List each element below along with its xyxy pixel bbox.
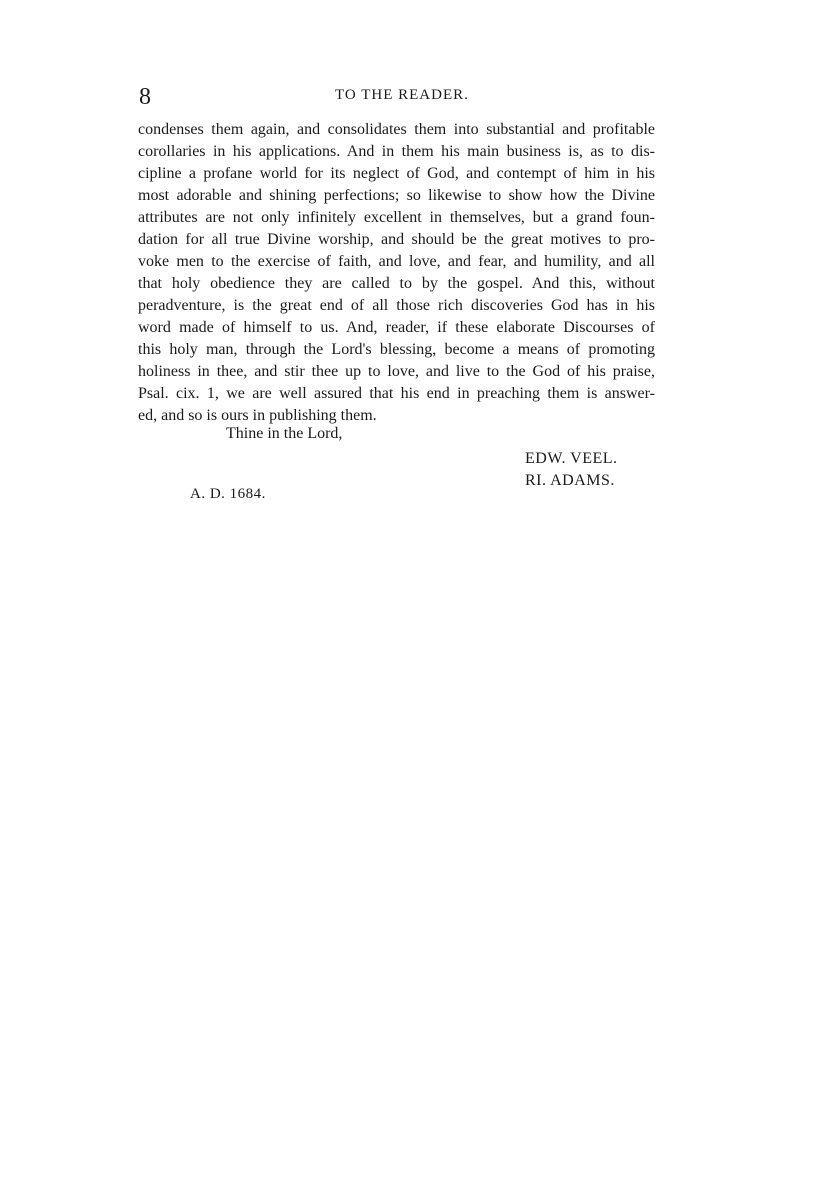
closing-salutation: Thine in the Lord,	[226, 425, 343, 442]
text-line: condenses them again, and consolidates them into substantial and profitable	[138, 121, 655, 138]
text-line: voke men to the exercise of faith, and love, and fear, and humility, and all	[138, 253, 655, 270]
body-paragraph	[138, 119, 655, 427]
signatures	[525, 448, 618, 492]
text-line: most adorable and shining perfections; so likewise to show how the Divine	[138, 187, 655, 204]
text-line: this holy man, through the Lord's blessing, become a means of promoting	[138, 341, 655, 358]
page-number: 8	[139, 84, 151, 110]
text-line: corollaries in his applications. And in them his main business is, as to dis-	[138, 143, 655, 160]
running-title: TO THE READER.	[335, 87, 469, 103]
text-line: dation for all true Divine worship, and should be the great motives to pro-	[138, 231, 655, 248]
text-line: Psal. cix. 1, we are well assured that his end in preaching them is answer-	[138, 385, 655, 402]
text-line: attributes are not only infinitely excellent in themselves, but a grand foun-	[138, 209, 655, 226]
text-line: peradventure, is the great end of all those rich discoveries God has in his	[138, 297, 655, 314]
signatory-name: EDW. VEEL.	[525, 450, 618, 467]
text-line: ed, and so is ours in publishing them.	[138, 407, 377, 424]
signatory-name: RI. ADAMS.	[525, 472, 615, 489]
date-line: A. D. 1684.	[190, 486, 266, 502]
text-line: cipline a profane world for its neglect of God, and contempt of him in his	[138, 165, 655, 182]
text-line: word made of himself to us. And, reader, if these elaborate Discourses of	[138, 319, 655, 336]
text-line: holiness in thee, and stir thee up to love, and live to the God of his praise,	[138, 363, 655, 380]
text-line: that holy obedience they are called to by the gospel. And this, without	[138, 275, 655, 292]
